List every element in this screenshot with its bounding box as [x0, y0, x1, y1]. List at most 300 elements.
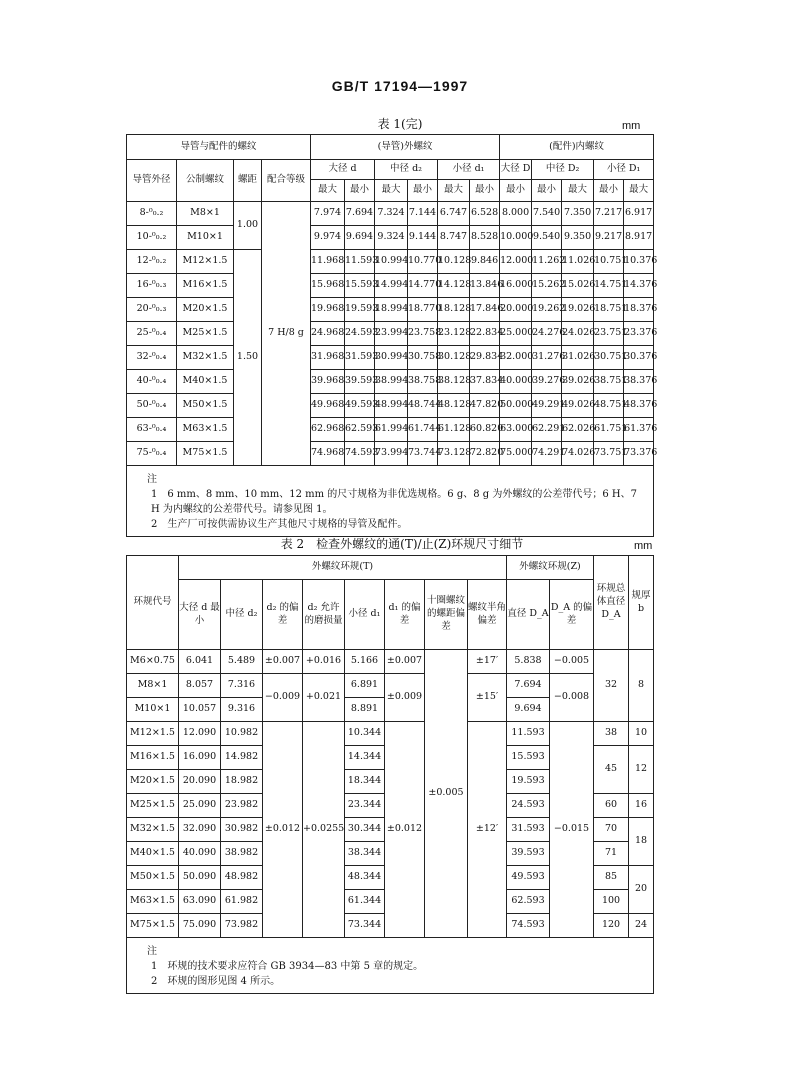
t1-value: 48.994: [375, 394, 408, 418]
t1-value: 10.000: [500, 226, 532, 250]
t1-value: 7.694: [345, 202, 375, 226]
t2-pitchdia: 10.982: [221, 722, 263, 746]
t2-major: 63.090: [179, 890, 221, 914]
t1-value: 62.026: [562, 418, 594, 442]
t2-code: M12×1.5: [127, 722, 179, 746]
t1-value: 61.994: [375, 418, 408, 442]
t1-od: 63-⁰₀.₄: [127, 418, 177, 442]
t2-minor: 23.344: [345, 794, 385, 818]
t1-thread: M75×1.5: [177, 442, 234, 466]
t2-thickness: 18: [629, 818, 654, 866]
t1-thread: M25×1.5: [177, 322, 234, 346]
t2-pitchdia: 18.982: [221, 770, 263, 794]
t2-minor: 18.344: [345, 770, 385, 794]
table-row: [127, 274, 654, 298]
t1-value: 23.376: [624, 322, 654, 346]
t2-minor: 38.344: [345, 842, 385, 866]
t1-value: 18.994: [375, 298, 408, 322]
t1-value: 18.376: [624, 298, 654, 322]
t1-od: 75-⁰₀.₄: [127, 442, 177, 466]
table-row: [127, 650, 654, 674]
t1-subheader: 最大: [438, 180, 470, 202]
t1-value: 10.376: [624, 250, 654, 274]
table-row: [127, 674, 654, 698]
t1-value: 39.276: [532, 370, 562, 394]
t2-pitchdia: 61.982: [221, 890, 263, 914]
t2-zdia: 5.838: [507, 650, 550, 674]
t1-h-minor-d1: 小径 d₁: [438, 160, 500, 180]
table1-caption: 表 1(完): [377, 117, 423, 131]
t2-minor: 14.344: [345, 746, 385, 770]
t2-outer: 38: [594, 722, 629, 746]
t1-value: 73.744: [408, 442, 438, 466]
t1-value: 40.000: [500, 370, 532, 394]
t1-value: 12.000: [500, 250, 532, 274]
t1-value: 14.994: [375, 274, 408, 298]
table-row: [127, 298, 654, 322]
t1-value: 7.144: [408, 202, 438, 226]
t1-value: 9.694: [345, 226, 375, 250]
t1-value: 30.994: [375, 346, 408, 370]
t2-pitchdia: 38.982: [221, 842, 263, 866]
t2-d1dev: ±0.007: [385, 650, 425, 674]
table-row: [127, 202, 654, 226]
t2-h-outer: 环规总体直径 D_A: [594, 556, 629, 650]
t1-value: 9.540: [532, 226, 562, 250]
t1-value: 38.751: [594, 370, 624, 394]
t1-value: 62.968: [311, 418, 345, 442]
table-row: [127, 346, 654, 370]
t2-zdia: 39.593: [507, 842, 550, 866]
t1-value: 17.846: [470, 298, 500, 322]
t1-od: 25-⁰₀.₄: [127, 322, 177, 346]
t2-minor: 10.344: [345, 722, 385, 746]
t1-thread: M20×1.5: [177, 298, 234, 322]
t2-d2dev: ±0.007: [263, 650, 303, 674]
t2-d2dev: −0.009: [263, 674, 303, 722]
t1-value: 31.276: [532, 346, 562, 370]
t2-zdia: 31.593: [507, 818, 550, 842]
t2-outer: 45: [594, 746, 629, 794]
t2-d2dev: ±0.012: [263, 722, 303, 938]
t1-thread: M16×1.5: [177, 274, 234, 298]
t1-value: 13.846: [470, 274, 500, 298]
t2-code: M16×1.5: [127, 746, 179, 770]
t2-zdev: −0.005: [550, 650, 594, 674]
t2-thickness: 20: [629, 866, 654, 914]
t1-value: 73.751: [594, 442, 624, 466]
t2-pitchdia: 9.316: [221, 698, 263, 722]
t2-code: M10×1: [127, 698, 179, 722]
table1-unit: mm: [622, 120, 641, 132]
t2-h-minor: 小径 d₁: [345, 580, 385, 650]
t1-h-major-d: 大径 d: [311, 160, 375, 180]
t2-major: 75.090: [179, 914, 221, 938]
t1-value: 60.820: [470, 418, 500, 442]
t2-h-thickness: 规厚 b: [629, 556, 654, 650]
t1-subheader: 最小: [408, 180, 438, 202]
table1: [126, 134, 658, 537]
note-item: 1 6 mm、8 mm、10 mm、12 mm 的尺寸规格为非优选规格。6 g、8 g 为外螺纹的公差带代号；6 H、7 H 为内螺纹的公差带代号。请参见图 1。: [151, 489, 637, 515]
t1-value: 10.770: [408, 250, 438, 274]
t2-pitchdia: 14.982: [221, 746, 263, 770]
t1-value: 19.026: [562, 298, 594, 322]
table-row: [127, 250, 654, 274]
t2-h-z-group: 外螺纹环规(Z): [507, 556, 594, 580]
note-item: 2 生产厂可按供需协议生产其他尺寸规格的导管及配件。: [151, 519, 408, 530]
t2-code: M50×1.5: [127, 866, 179, 890]
t1-od: 20-⁰₀.₃: [127, 298, 177, 322]
t1-value: 9.846: [470, 250, 500, 274]
t1-value: 14.376: [624, 274, 654, 298]
t1-value: 61.376: [624, 418, 654, 442]
t1-value: 18.770: [408, 298, 438, 322]
t1-subheader: 最小: [500, 180, 532, 202]
t1-value: 63.000: [500, 418, 532, 442]
t2-zdia: 15.593: [507, 746, 550, 770]
table-row: [127, 226, 654, 250]
t1-value: 38.128: [438, 370, 470, 394]
t1-group-internal: (配件)内螺纹: [500, 135, 654, 160]
t1-value: 19.593: [345, 298, 375, 322]
t1-value: 61.744: [408, 418, 438, 442]
t2-major: 10.057: [179, 698, 221, 722]
t1-value: 37.834: [470, 370, 500, 394]
table2-caption: 表 2 检查外螺纹的通(T)/止(Z)环规尺寸细节: [280, 537, 524, 551]
t2-halfangle: ±15′: [468, 674, 507, 722]
t1-value: 14.770: [408, 274, 438, 298]
t1-value: 49.291: [532, 394, 562, 418]
t1-value: 9.350: [562, 226, 594, 250]
note-item: 1 环规的技术要求应符合 GB 3934—83 中第 5 章的规定。: [151, 961, 424, 972]
t1-value: 11.968: [311, 250, 345, 274]
t1-value: 23.128: [438, 322, 470, 346]
t2-d1dev: ±0.012: [385, 722, 425, 938]
t1-value: 19.968: [311, 298, 345, 322]
t1-value: 15.262: [532, 274, 562, 298]
t1-value: 30.128: [438, 346, 470, 370]
t2-code: M6×0.75: [127, 650, 179, 674]
t1-h-pitch: 螺距: [234, 160, 262, 202]
t1-od: 12-⁰₀.₂: [127, 250, 177, 274]
t2-halfangle: ±12′: [468, 722, 507, 938]
t1-thread: M40×1.5: [177, 370, 234, 394]
table2-unit: mm: [634, 540, 653, 552]
t1-value: 6.747: [438, 202, 470, 226]
t1-od: 10-⁰₀.₂: [127, 226, 177, 250]
t2-zdev: −0.015: [550, 722, 594, 938]
t1-value: 38.376: [624, 370, 654, 394]
t1-value: 7.540: [532, 202, 562, 226]
t2-zdia: 19.593: [507, 770, 550, 794]
t1-h-od: 导管外径: [127, 160, 177, 202]
t1-value: 7.217: [594, 202, 624, 226]
t2-outer: 120: [594, 914, 629, 938]
t1-value: 15.968: [311, 274, 345, 298]
t1-value: 48.128: [438, 394, 470, 418]
t1-value: 9.217: [594, 226, 624, 250]
t2-code: M25×1.5: [127, 794, 179, 818]
t2-thickness: 24: [629, 914, 654, 938]
t1-od: 32-⁰₀.₄: [127, 346, 177, 370]
table2-notes: [127, 938, 654, 994]
t1-value: 8.528: [470, 226, 500, 250]
t2-h-tenpitch: 十圈螺纹的螺距偏差: [425, 580, 468, 650]
t1-value: 62.593: [345, 418, 375, 442]
t1-subheader: 最小: [470, 180, 500, 202]
t2-major: 32.090: [179, 818, 221, 842]
t1-subheader: 最小: [594, 180, 624, 202]
t2-minor: 61.344: [345, 890, 385, 914]
t1-value: 72.820: [470, 442, 500, 466]
t2-h-d1dev: d₁ 的偏差: [385, 580, 425, 650]
t2-code: M63×1.5: [127, 890, 179, 914]
t2-outer: 32: [594, 650, 629, 722]
table-row: [127, 394, 654, 418]
t2-h-t-group: 外螺纹环规(T): [179, 556, 507, 580]
t2-major: 8.057: [179, 674, 221, 698]
t1-od: 16-⁰₀.₃: [127, 274, 177, 298]
t1-value: 61.128: [438, 418, 470, 442]
notes-label: 注: [147, 474, 157, 485]
t2-outer: 71: [594, 842, 629, 866]
t2-d2wear: +0.0255: [303, 722, 345, 938]
t1-subheader: 最小: [532, 180, 562, 202]
t1-value: 14.128: [438, 274, 470, 298]
t2-outer: 70: [594, 818, 629, 842]
t1-value: 73.994: [375, 442, 408, 466]
t1-value: 39.593: [345, 370, 375, 394]
t1-group-external: (导管)外螺纹: [311, 135, 500, 160]
t1-value: 8.747: [438, 226, 470, 250]
t2-zdia: 74.593: [507, 914, 550, 938]
t2-pitchdia: 5.489: [221, 650, 263, 674]
t1-thread: M32×1.5: [177, 346, 234, 370]
t2-h-d2dev: d₂ 的偏差: [263, 580, 303, 650]
t1-h-minor-D1: 小径 D₁: [594, 160, 654, 180]
t2-halfangle: ±17′: [468, 650, 507, 674]
t2-zdia: 11.593: [507, 722, 550, 746]
t1-value: 15.026: [562, 274, 594, 298]
table2: [126, 555, 654, 994]
t1-value: 24.026: [562, 322, 594, 346]
table-row: [127, 322, 654, 346]
t1-od: 40-⁰₀.₄: [127, 370, 177, 394]
t1-value: 48.744: [408, 394, 438, 418]
t2-zdia: 62.593: [507, 890, 550, 914]
t1-value: 39.026: [562, 370, 594, 394]
t2-outer: 100: [594, 890, 629, 914]
t2-minor: 8.891: [345, 698, 385, 722]
t1-value: 9.324: [375, 226, 408, 250]
t1-value: 24.276: [532, 322, 562, 346]
t1-h-pitch-D2: 中径 D₂: [532, 160, 594, 180]
t1-value: 62.291: [532, 418, 562, 442]
t2-h-d2wear: d₂ 允许的磨损量: [303, 580, 345, 650]
t1-value: 73.128: [438, 442, 470, 466]
t1-thread: M10×1: [177, 226, 234, 250]
t2-thickness: 16: [629, 794, 654, 818]
t1-value: 29.834: [470, 346, 500, 370]
t1-value: 49.026: [562, 394, 594, 418]
t2-major: 20.090: [179, 770, 221, 794]
t1-value: 31.968: [311, 346, 345, 370]
t2-major: 50.090: [179, 866, 221, 890]
t1-value: 48.751: [594, 394, 624, 418]
t1-value: 7.350: [562, 202, 594, 226]
t2-h-major: 大径 d 最小: [179, 580, 221, 650]
t1-value: 75.000: [500, 442, 532, 466]
t1-value: 50.000: [500, 394, 532, 418]
t1-value: 38.758: [408, 370, 438, 394]
t2-code: M40×1.5: [127, 842, 179, 866]
t1-h-pitch-d2: 中径 d₂: [375, 160, 438, 180]
t1-value: 23.751: [594, 322, 624, 346]
t1-value: 25.000: [500, 322, 532, 346]
standard-number: GB/T 17194—1997: [331, 78, 469, 94]
t2-major: 12.090: [179, 722, 221, 746]
t1-value: 18.128: [438, 298, 470, 322]
t1-value: 47.820: [470, 394, 500, 418]
t2-code: M20×1.5: [127, 770, 179, 794]
t1-subheader: 最小: [345, 180, 375, 202]
t1-group-thread: 导管与配件的螺纹: [127, 135, 311, 160]
t2-zdia: 9.694: [507, 698, 550, 722]
t2-major: 6.041: [179, 650, 221, 674]
t1-value: 8.917: [624, 226, 654, 250]
t2-outer: 60: [594, 794, 629, 818]
t2-pitchdia: 23.982: [221, 794, 263, 818]
t1-value: 19.262: [532, 298, 562, 322]
t1-value: 31.026: [562, 346, 594, 370]
t2-code: M32×1.5: [127, 818, 179, 842]
t1-value: 10.994: [375, 250, 408, 274]
t1-value: 22.834: [470, 322, 500, 346]
t2-code: M8×1: [127, 674, 179, 698]
t1-value: 74.593: [345, 442, 375, 466]
t1-value: 73.376: [624, 442, 654, 466]
t1-value: 8.000: [500, 202, 532, 226]
t1-value: 38.994: [375, 370, 408, 394]
t1-subheader: 最大: [624, 180, 654, 202]
t2-minor: 30.344: [345, 818, 385, 842]
t1-value: 49.593: [345, 394, 375, 418]
t1-value: 48.376: [624, 394, 654, 418]
table-row: [127, 722, 654, 746]
t1-thread: M50×1.5: [177, 394, 234, 418]
t1-value: 16.000: [500, 274, 532, 298]
t1-thread: M8×1: [177, 202, 234, 226]
t1-pitch: 1.00: [234, 202, 262, 250]
t2-h-zdev: D_A 的偏差: [550, 580, 594, 650]
t1-value: 74.968: [311, 442, 345, 466]
t1-value: 6.917: [624, 202, 654, 226]
t1-value: 10.128: [438, 250, 470, 274]
t2-minor: 73.344: [345, 914, 385, 938]
t1-value: 20.000: [500, 298, 532, 322]
t2-pitchdia: 73.982: [221, 914, 263, 938]
notes-label: 注: [147, 946, 157, 957]
t2-major: 25.090: [179, 794, 221, 818]
t2-major: 16.090: [179, 746, 221, 770]
t1-value: 9.144: [408, 226, 438, 250]
t1-od: 50-⁰₀.₄: [127, 394, 177, 418]
t2-major: 40.090: [179, 842, 221, 866]
t1-subheader: 最大: [311, 180, 345, 202]
t1-value: 11.262: [532, 250, 562, 274]
table-row: [127, 442, 654, 466]
t2-minor: 5.166: [345, 650, 385, 674]
t2-h-zdia: 直径 D_A: [507, 580, 550, 650]
t2-h-halfangle: 螺纹半角偏差: [468, 580, 507, 650]
t1-value: 39.968: [311, 370, 345, 394]
t1-pitch: 1.50: [234, 250, 262, 466]
t1-h-thread: 公制螺纹: [177, 160, 234, 202]
t1-value: 74.291: [532, 442, 562, 466]
t2-pitchdia: 48.982: [221, 866, 263, 890]
table1-notes: [127, 466, 654, 537]
note-item: 2 环规的图形见图 4 所示。: [151, 976, 281, 987]
t1-value: 14.751: [594, 274, 624, 298]
t1-thread: M63×1.5: [177, 418, 234, 442]
t2-zdia: 49.593: [507, 866, 550, 890]
t1-h-fit: 配合等级: [262, 160, 311, 202]
t1-value: 6.528: [470, 202, 500, 226]
t2-h-code: 环规代号: [127, 556, 179, 650]
t1-value: 7.324: [375, 202, 408, 226]
t1-value: 23.758: [408, 322, 438, 346]
table-row: [127, 370, 654, 394]
t1-subheader: 最大: [562, 180, 594, 202]
t2-zdia: 7.694: [507, 674, 550, 698]
t1-value: 30.751: [594, 346, 624, 370]
t1-value: 7.974: [311, 202, 345, 226]
table-row: [127, 418, 654, 442]
t1-value: 11.026: [562, 250, 594, 274]
t1-value: 30.376: [624, 346, 654, 370]
t1-value: 15.593: [345, 274, 375, 298]
t2-thickness: 12: [629, 746, 654, 794]
t1-value: 32.000: [500, 346, 532, 370]
t1-fit-class: 7 H/8 g: [262, 202, 311, 466]
t2-tenpitch: ±0.005: [425, 650, 468, 938]
t2-thickness: 8: [629, 650, 654, 722]
t1-value: 18.751: [594, 298, 624, 322]
t2-d2wear: +0.021: [303, 674, 345, 722]
t2-minor: 6.891: [345, 674, 385, 698]
t1-value: 31.593: [345, 346, 375, 370]
t1-od: 8-⁰₀.₂: [127, 202, 177, 226]
t2-pitchdia: 30.982: [221, 818, 263, 842]
t2-zdev: −0.008: [550, 674, 594, 722]
t1-value: 24.593: [345, 322, 375, 346]
t1-value: 10.751: [594, 250, 624, 274]
t1-h-major-D: 大径 D: [500, 160, 532, 180]
t2-pitchdia: 7.316: [221, 674, 263, 698]
t1-subheader: 最大: [375, 180, 408, 202]
t2-d2wear: +0.016: [303, 650, 345, 674]
t1-value: 49.968: [311, 394, 345, 418]
t1-value: 9.974: [311, 226, 345, 250]
t1-value: 61.751: [594, 418, 624, 442]
t2-zdia: 24.593: [507, 794, 550, 818]
t2-d1dev: ±0.009: [385, 674, 425, 722]
t1-value: 30.758: [408, 346, 438, 370]
t2-outer: 85: [594, 866, 629, 890]
t1-value: 23.994: [375, 322, 408, 346]
t2-thickness: 10: [629, 722, 654, 746]
t1-thread: M12×1.5: [177, 250, 234, 274]
